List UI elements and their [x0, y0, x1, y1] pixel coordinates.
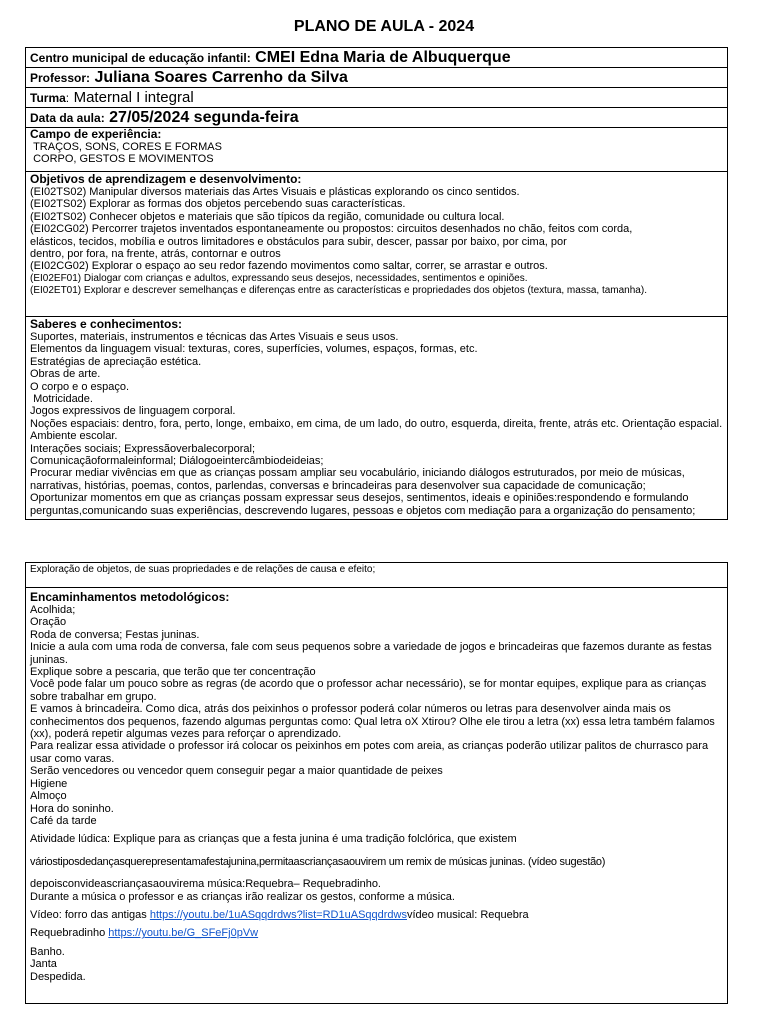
turma-value: Maternal I integral — [73, 89, 194, 106]
encaminhamento-line: Para realizar essa atividade o professor irá colocar os peixinhos em potes com areia, as crianças poderão utilizar palitos de churrasco para — [30, 740, 709, 753]
encaminhamento-line: Você pode falar um pouco sobre as regras (de acordo que o professor achar necessário), se for montar equipes, explique para as crianças — [30, 678, 707, 691]
saberes-line: narrativas, histórias, poemas, contos, parlendas, conversas e brincadeiras para desenvolver sua capacidade de comunicação; — [30, 479, 646, 492]
turma-label: Turma — [30, 91, 66, 105]
objetivo-line: (EI02ET01) Explorar e descrever semelhanças e diferenças entre as características e propriedades dos objetos (textura, massa, tamanha). — [30, 285, 647, 297]
objetivo-line: (EI02TS02) Explorar as formas dos objetos percebendo suas características. — [30, 198, 406, 211]
exploracao-row — [26, 563, 727, 588]
page-title: PLANO DE AULA - 2024 — [293, 18, 475, 35]
saberes-line: Jogos expressivos de linguagem corporal. — [30, 405, 236, 418]
professor-value: Juliana Soares Carrenho da Silva — [94, 69, 348, 86]
objetivo-line: dentro, por fora, na frente, atrás, contornar e outros — [30, 248, 281, 261]
saberes-line: Estratégias de apreciação estética. — [30, 355, 202, 368]
encaminhamento-line: Oração — [30, 616, 67, 629]
saberes-line: O corpo e o espaço. — [30, 380, 130, 393]
exploracao-text: Exploração de objetos, de suas propriedades e de relações de causa e efeito; — [30, 564, 376, 575]
encaminhamento-line: Almoço — [30, 790, 67, 803]
objetivo-line: (EI02TS02) Conhecer objetos e materiais que são típicos da região, comunidade ou cultura local. — [30, 210, 505, 223]
objetivo-line: elásticos, tecidos, mobília e outros limitadores e obstáculos para subir, descer, passar por baixo, por cima, por — [30, 235, 567, 248]
data-value: 27/05/2024 segunda-feira — [109, 109, 299, 126]
saberes-section — [26, 317, 727, 519]
saberes-line: Noções espaciais: dentro, fora, perto, longe, embaixo, em cima, de um lado, do outro, esquerda, direita, frente, atrás etc. Orientação espacial. — [30, 417, 723, 430]
professor-label: Professor: — [30, 71, 91, 85]
saberes-line: Ambiente escolar. — [30, 430, 118, 443]
campo-line: TRAÇOS, SONS, CORES E FORMAS — [30, 141, 222, 153]
video-suffix: vídeo musical: Requebra — [406, 908, 529, 921]
final-line: Janta — [30, 958, 57, 971]
turma-colon: : — [65, 91, 70, 105]
objetivo-line: (EI02EF01) Dialogar com crianças e adultos, expressando seus desejos, necessidades, sentimentos e opiniões. — [30, 272, 528, 284]
encaminhamento-line: Acolhida; — [30, 604, 76, 616]
saberes-line: Suportes, materiais, instrumentos e técnicas das Artes Visuais e seus usos. — [30, 331, 399, 343]
saberes-line: Motricidade. — [30, 393, 93, 406]
saberes-line: Elementos da linguagem visual: texturas, cores, superfícies, volumes, espaços, formas, etc. — [30, 343, 478, 356]
campo-heading: Campo de experiência: — [30, 127, 162, 141]
req-prefix: Requebradinho — [30, 927, 109, 940]
encaminhamento-line: Higiene — [30, 777, 68, 790]
saberes-line: Comunicaçãoformaleinformal; Diálogoeintercâmbiodeideias; — [30, 455, 324, 468]
depois-line: depoisconvideascriançasaouvirema música:Requebra– Requebradinho. — [30, 878, 381, 891]
encaminhamento-line: sobre trabalhar em grupo. — [30, 690, 157, 703]
video-prefix: Vídeo: forro das antigas — [30, 908, 150, 921]
encaminhamento-line: juninas. — [30, 653, 68, 666]
atividade-line: Atividade lúdica: Explique para as crianças que a festa junina é uma tradição folclórica, que existem — [30, 833, 517, 846]
encaminhamento-line: Explique sobre a pescaria, que terão que ter concentração — [30, 666, 316, 679]
encaminhamento-line: Serão vencedores ou vencedor quem conseguir pegar a maior quantidade de peixes — [30, 765, 443, 778]
data-row — [26, 108, 727, 128]
encaminhamentos-heading: Encaminhamentos metodológicos: — [30, 590, 230, 604]
durante-line: Durante a música o professor e as crianças irão realizar os gestos, conforme a música. — [30, 890, 455, 903]
saberes-heading: Saberes e conhecimentos: — [30, 317, 183, 331]
saberes-line: Obras de arte. — [30, 368, 101, 381]
final-line: Despedida. — [30, 970, 86, 983]
turma-row — [26, 88, 727, 108]
saberes-line: perguntas,comunicando suas experiências, descrevendo lugares, pessoas e objetos com mediação para a organização do pensamento; — [30, 504, 696, 517]
saberes-line: Oportunizar momentos em que as crianças possam expressar seus desejos, sentimentos, ideais e opiniões:respondendo e formulando — [30, 492, 689, 505]
encaminhamento-line: Roda de conversa; Festas juninas. — [30, 628, 200, 641]
final-line: Banho. — [30, 945, 65, 958]
saberes-line: Procurar mediar vivências em que as crianças possam ampliar seu vocabulário, iniciando diálogos estruturados, por meio de músicas, — [30, 467, 685, 480]
encaminhamento-line: Inicie a aula com uma roda de conversa, fale com seus pequenos sobre a variedade de jogos e brincadeiras que fazemos durante as festas — [30, 641, 712, 654]
campo-line: CORPO, GESTOS E MOVIMENTOS — [30, 153, 214, 166]
objetivo-line: (EI02CG02) Explorar o espaço ao seu redor fazendo movimentos como saltar, correr, se arrastar e outros. — [30, 260, 548, 273]
video-line — [30, 909, 723, 921]
centro-value: CMEI Edna Maria de Albuquerque — [255, 49, 511, 66]
encaminhamento-line: (xx), poderá repetir algumas vezes para reforçar o aprendizado. — [30, 728, 342, 741]
video-link[interactable]: https://youtu.be/1uASqqdrdws?list=RD1uASqqdrdws — [149, 908, 407, 921]
encaminhamentos-section — [26, 588, 727, 983]
encaminhamento-line: conhecimentos dos pequenos, fazendo algumas perguntas como: Qual letra oX Xtirou? Olhe ele tirou a letra (xx) essa letra também falamos — [30, 715, 715, 728]
objetivo-line: (EI02TS02) Manipular diversos materiais das Artes Visuais e plásticas explorando os cinco sentidos. — [30, 186, 520, 198]
requebradinho-line — [30, 927, 723, 939]
data-label: Data da aula: — [30, 111, 105, 125]
encaminhamento-line: usar como varas. — [30, 752, 115, 765]
professor-row — [26, 68, 727, 88]
requebradinho-link[interactable]: https://youtu.be/G_SFeFj0pVw — [108, 927, 259, 940]
encaminhamento-line: E vamos à brincadeira. Como dica, atrás dos peixinhos o professor poderá colar números ou letras para desenvolver ainda mais os — [30, 703, 671, 716]
campo-section — [26, 128, 727, 172]
encaminhamento-line: Café da tarde — [30, 814, 97, 827]
objetivo-line: (EI02CG02) Percorrer trajetos inventados espontaneamente ou propostos: circuitos desenhados no chão, feitos com corda, — [30, 223, 633, 236]
encaminhamento-line: Hora do soninho. — [30, 802, 114, 815]
lesson-plan-table — [25, 47, 728, 520]
centro-label: Centro municipal de educação infantil: — [30, 51, 251, 65]
lesson-plan-table-continued — [25, 562, 728, 1004]
centro-row — [26, 48, 727, 68]
objetivos-heading: Objetivos de aprendizagem e desenvolvimento: — [30, 172, 302, 186]
varios-line: váriostiposdedançasquerepresentamafestajunina,permitaascriançasaouvirem um remix de músicas juninas. (vídeo sugestão) — [30, 855, 606, 868]
objetivos-section — [26, 172, 727, 317]
saberes-line: Interações sociais; Expressãoverbalecorporal; — [30, 442, 256, 455]
